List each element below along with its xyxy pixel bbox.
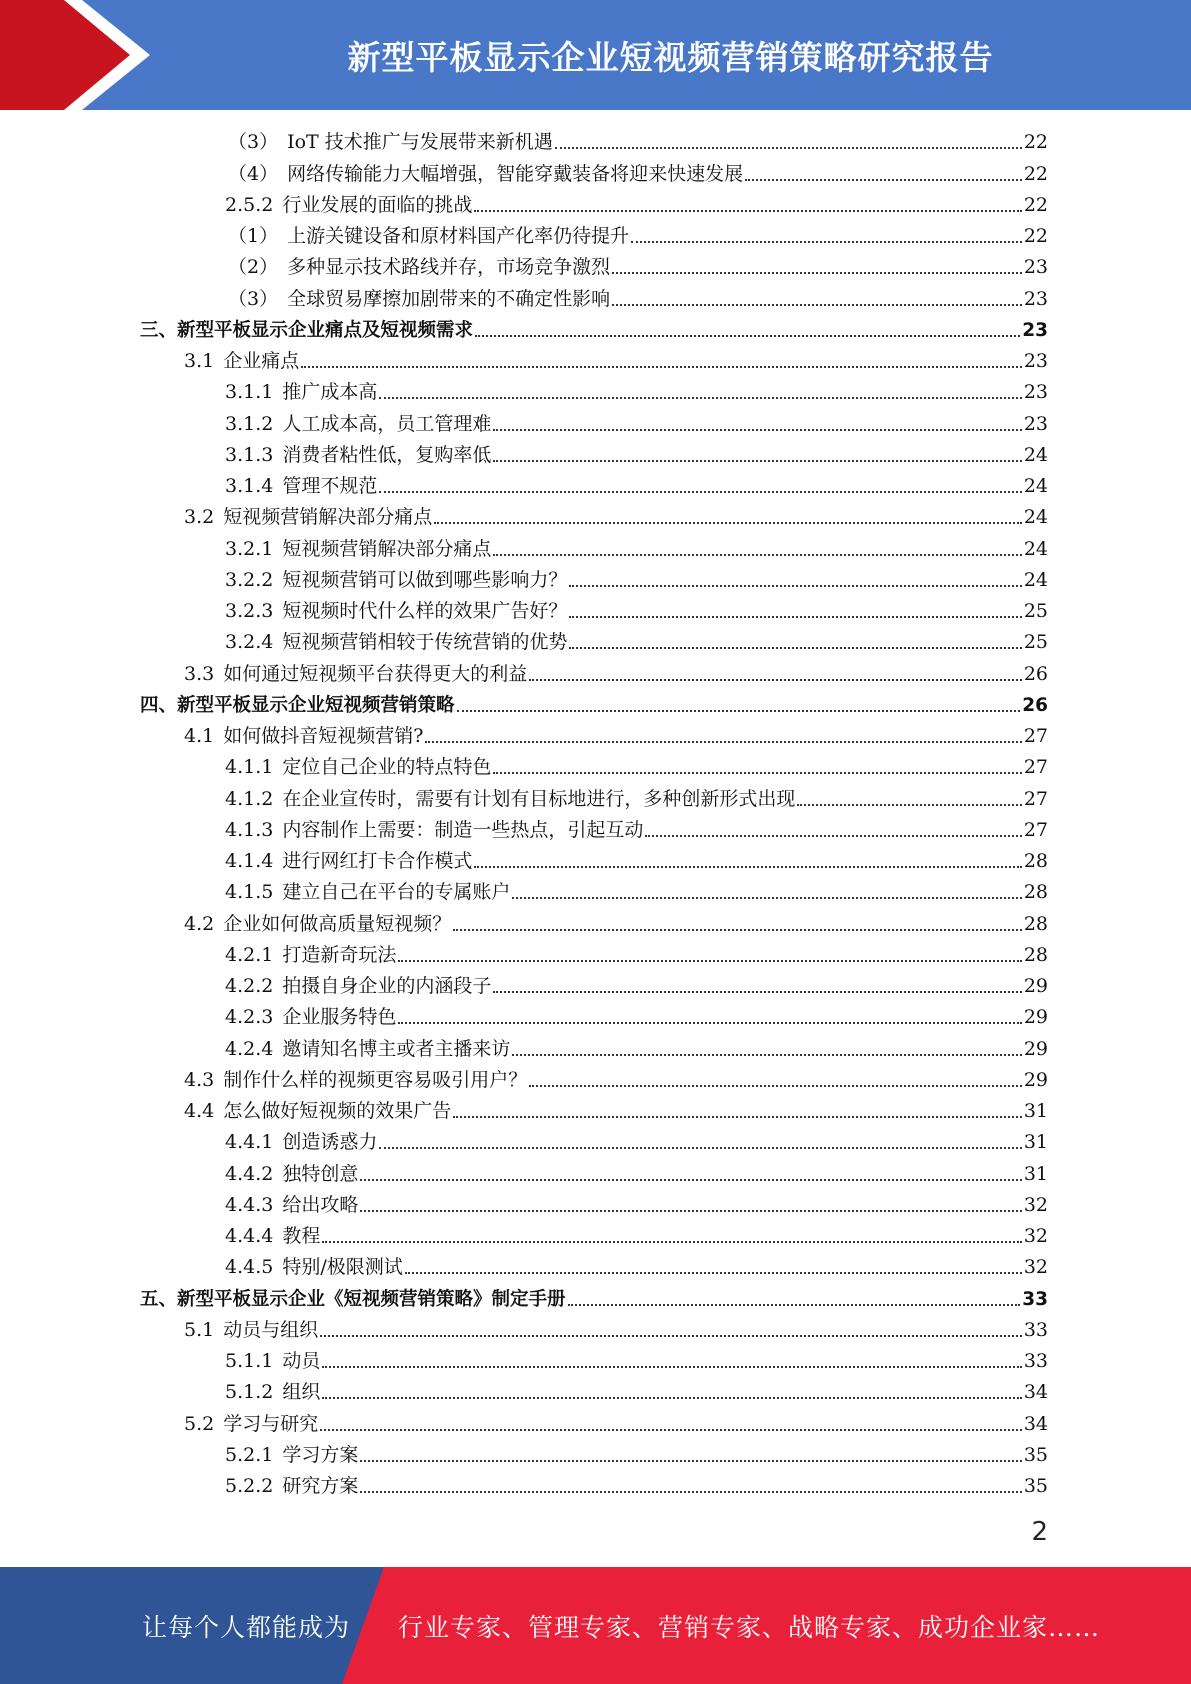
toc-entry-title: 怎么做好短视频的效果广告 [223,1100,452,1122]
report-title: 新型平板显示企业短视频营销策略研究报告 [347,37,994,77]
toc-entry-title: 消费者粘性低，复购率低 [282,443,492,466]
toc-entry-number: 4.4.4 [225,1225,274,1247]
toc-entry[interactable] [140,1283,1048,1314]
toc-entry[interactable] [140,1127,1048,1158]
toc-entry-page: 25 [1023,600,1048,622]
toc-entry[interactable] [140,783,1048,814]
toc-entry-page: 22 [1023,131,1048,154]
toc-entry-number: 4.4.1 [225,1131,274,1154]
toc-entry-number: 3.1.4 [225,475,274,497]
toc-entry-title: 组织 [282,1381,321,1404]
toc-entry-title: IoT 技术推广与发展带来新机遇 [287,131,553,154]
toc-entry[interactable] [140,627,1048,658]
toc-entry-title: 短视频营销相较于传统营销的优势 [282,631,568,654]
toc-entry-number: 4.2.3 [225,1006,274,1029]
toc-entry[interactable] [140,1096,1048,1127]
toc-leader-dots [379,1147,1021,1149]
chevron-arrow-icon [0,0,160,110]
toc-entry-number: 3.2.1 [225,537,274,560]
toc-entry-page: 31 [1023,1100,1048,1122]
toc-entry-number: 3.1.1 [225,381,274,404]
toc-entry-number: 5.2.2 [225,1475,274,1497]
toc-entry-number: 4.2.4 [225,1037,274,1060]
toc-leader-dots [360,1210,1021,1212]
toc-leader-dots [360,1179,1021,1181]
table-of-contents [140,127,1048,1502]
page-number: 2 [1031,1517,1048,1547]
toc-entry-title: 定位自己企业的特点特色 [282,756,492,779]
toc-entry-title: 如何通过短视频平台获得更大的利益 [223,662,528,685]
toc-entry-title: 管理不规范 [282,475,378,497]
toc-entry-page: 23 [1023,412,1048,435]
toc-leader-dots [512,897,1021,899]
toc-entry[interactable] [140,1065,1048,1096]
toc-leader-dots [493,460,1021,462]
toc-entry-number: 4.4.5 [225,1256,274,1279]
footer-slogan-right: 行业专家、管理专家、营销专家、战略专家、成功企业家…… [398,1612,1101,1642]
toc-entry-number: 4.1.2 [225,787,274,810]
toc-entry-title: 人工成本高，员工管理难 [282,412,492,435]
toc-entry-title: 短视频营销解决部分痛点 [223,506,433,529]
toc-entry-page: 23 [1023,256,1048,279]
toc-entry[interactable] [140,1346,1048,1377]
footer-slogan-left: 让每个人都能成为 [142,1612,351,1642]
toc-entry[interactable] [140,127,1048,158]
toc-entry-page: 23 [1023,287,1048,310]
toc-entry-number: 4.4.3 [225,1193,274,1216]
page-header [0,0,1191,110]
toc-entry-title: 动员与组织 [223,1318,319,1341]
toc-entry-title: 在企业宣传时，需要有计划有目标地进行，多种创新形式出现 [282,787,796,810]
toc-entry-number: 3.2.3 [225,600,274,622]
toc-entry-title: 企业服务特色 [282,1006,397,1029]
toc-entry-title: 网络传输能力大幅增强，智能穿戴装备将迎来快速发展 [287,162,744,185]
toc-entry[interactable] [140,408,1048,439]
toc-entry-page: 25 [1023,631,1048,654]
toc-entry[interactable] [140,158,1048,189]
toc-entry[interactable] [140,377,1048,408]
toc-entry-number: 4.1 [184,725,215,747]
toc-entry-page: 23 [1022,319,1048,341]
toc-entry-title: 学习方案 [282,1443,359,1466]
toc-entry-title: 特别/极限测试 [282,1256,403,1279]
toc-entry[interactable] [140,315,1048,346]
toc-entry-page: 35 [1023,1475,1048,1497]
toc-entry-page: 29 [1023,1037,1048,1060]
toc-entry[interactable] [140,1471,1048,1502]
toc-entry-page: 31 [1023,1162,1048,1185]
toc-entry-number: 5.1.2 [225,1381,274,1404]
toc-leader-dots [457,710,1021,712]
toc-entry-number: 4.4 [184,1100,215,1122]
toc-leader-dots [493,772,1021,774]
toc-entry-page: 26 [1022,694,1048,716]
toc-entry-number: （3） [228,131,279,154]
toc-entry-number: 4.1.4 [225,850,274,872]
toc-entry-number: 4.2 [184,912,215,935]
toc-entry-page: 27 [1023,818,1048,841]
toc-entry-number: 4.1.3 [225,818,274,841]
toc-entry-page: 23 [1023,350,1048,372]
toc-entry-title: 给出攻略 [282,1193,359,1216]
toc-entry[interactable] [140,1158,1048,1189]
toc-leader-dots [398,960,1021,962]
toc-entry[interactable] [140,346,1048,377]
toc-leader-dots [379,397,1021,399]
toc-leader-dots [405,1272,1022,1274]
toc-entry-title: 多种显示技术路线并存，市场竞争激烈 [287,256,611,279]
toc-entry-title: 独特创意 [282,1162,359,1185]
toc-leader-dots [301,366,1022,368]
toc-entry-title: 三、新型平板显示企业痛点及短视频需求 [140,319,474,341]
toc-entry-page: 33 [1022,1288,1048,1310]
toc-entry[interactable] [140,596,1048,627]
toc-entry-title: 短视频营销解决部分痛点 [282,537,492,560]
toc-entry-title: 五、新型平板显示企业《短视频营销策略》制定手册 [140,1288,566,1310]
toc-entry-title: 动员 [282,1350,321,1372]
toc-entry[interactable] [140,658,1048,689]
toc-leader-dots [612,304,1022,306]
toc-leader-dots [493,429,1021,431]
toc-leader-dots [569,647,1021,649]
toc-entry-page: 33 [1023,1350,1048,1372]
toc-entry-number: 3.1 [184,350,215,372]
toc-entry-title: 打造新奇玩法 [282,943,397,966]
toc-entry-page: 32 [1023,1256,1048,1279]
toc-entry-number: （2） [228,256,279,279]
toc-leader-dots [320,1335,1022,1337]
toc-entry-number: （4） [228,162,279,185]
toc-entry-title: 行业发展的面临的挑战 [282,193,473,216]
toc-leader-dots [453,929,1022,931]
toc-entry-number: 5.2.1 [225,1443,274,1466]
toc-leader-dots [453,1116,1022,1118]
toc-entry[interactable] [140,877,1048,908]
toc-entry-number: 3.1.3 [225,443,274,466]
toc-leader-dots [529,679,1022,681]
toc-entry[interactable] [140,721,1048,752]
toc-entry-title: 全球贸易摩擦加剧带来的不确定性影响 [287,287,611,310]
toc-leader-dots [555,147,1022,149]
toc-entry-title: 内容制作上需要：制造一些热点，引起互动 [282,818,644,841]
toc-leader-dots [493,554,1021,556]
toc-entry-page: 35 [1023,1443,1048,1466]
toc-entry-number: 3.2.2 [225,568,274,591]
toc-entry-number: 4.3 [184,1068,215,1091]
toc-entry[interactable] [140,1002,1048,1033]
toc-entry-title: 企业痛点 [223,350,300,372]
toc-leader-dots [322,1397,1021,1399]
toc-entry-page: 27 [1023,756,1048,779]
page-footer [0,1567,1191,1684]
toc-leader-dots [645,835,1021,837]
toc-entry[interactable] [140,940,1048,971]
toc-entry-title: 研究方案 [282,1475,359,1497]
toc-entry[interactable] [140,1315,1048,1346]
toc-entry-number: 4.4.2 [225,1162,274,1185]
toc-leader-dots [434,522,1022,524]
toc-entry[interactable] [140,252,1048,283]
toc-entry-page: 29 [1023,1006,1048,1029]
toc-leader-dots [320,1429,1022,1431]
toc-entry-title: 企业如何做高质量短视频？ [223,912,452,935]
toc-entry-page: 28 [1023,850,1048,872]
toc-entry-title: 教程 [282,1225,321,1247]
toc-entry-page: 27 [1023,787,1048,810]
toc-entry-number: 5.2 [184,1412,215,1435]
toc-entry[interactable] [140,221,1048,252]
toc-entry-title: 建立自己在平台的专属账户 [282,881,511,904]
toc-entry-number: 3.2 [184,506,215,529]
toc-entry[interactable] [140,502,1048,533]
toc-entry-number: 4.1.1 [225,756,274,779]
toc-entry[interactable] [140,1190,1048,1221]
toc-leader-dots [493,991,1021,993]
toc-entry[interactable] [140,752,1048,783]
toc-entry-number: （1） [228,225,279,247]
toc-entry-number: 2.5.2 [225,193,274,216]
toc-entry-title: 学习与研究 [223,1412,319,1435]
toc-entry-title: 进行网红打卡合作模式 [282,850,473,872]
toc-leader-dots [322,1366,1021,1368]
toc-entry-number: 4.1.5 [225,881,274,904]
toc-entry-title: 四、新型平板显示企业短视频营销策略 [140,694,455,716]
toc-entry[interactable] [140,1408,1048,1439]
toc-entry-page: 31 [1023,1131,1048,1154]
toc-leader-dots [569,616,1021,618]
toc-leader-dots [322,1241,1021,1243]
toc-leader-dots [512,1054,1021,1056]
toc-entry-page: 28 [1023,943,1048,966]
toc-leader-dots [745,179,1022,181]
toc-entry[interactable] [140,908,1048,939]
toc-leader-dots [360,1460,1021,1462]
toc-entry-title: 制作什么样的视频更容易吸引用户？ [223,1068,528,1091]
toc-leader-dots [797,804,1021,806]
toc-entry[interactable] [140,283,1048,314]
toc-leader-dots [474,866,1021,868]
toc-leader-dots [398,1022,1021,1024]
toc-entry-title: 拍摄自身企业的内涵段子 [282,975,492,997]
toc-entry-number: 5.1 [184,1318,215,1341]
toc-entry[interactable] [140,190,1048,221]
toc-entry-title: 创造诱惑力 [282,1131,378,1154]
toc-entry-page: 23 [1023,381,1048,404]
toc-entry-page: 28 [1023,912,1048,935]
toc-entry-title: 推广成本高 [282,381,378,404]
toc-entry-page: 34 [1023,1412,1048,1435]
toc-entry-number: 4.2.1 [225,943,274,966]
toc-entry-page: 24 [1023,475,1048,497]
toc-leader-dots [631,241,1022,243]
toc-entry[interactable] [140,1377,1048,1408]
toc-entry-number: 3.2.4 [225,631,274,654]
toc-entry-title: 邀请知名博主或者主播来访 [282,1037,511,1060]
toc-entry-page: 22 [1023,225,1048,247]
toc-entry-page: 24 [1023,537,1048,560]
toc-entry-page: 32 [1023,1193,1048,1216]
toc-entry[interactable] [140,971,1048,1002]
toc-entry[interactable] [140,846,1048,877]
toc-entry[interactable] [140,1440,1048,1471]
toc-leader-dots [569,585,1021,587]
toc-entry-page: 29 [1023,975,1048,997]
toc-leader-dots [529,1085,1022,1087]
toc-entry-page: 27 [1023,725,1048,747]
toc-leader-dots [379,491,1021,493]
toc-entry-page: 28 [1023,881,1048,904]
toc-entry[interactable] [140,471,1048,502]
toc-entry-page: 29 [1023,1068,1048,1091]
toc-entry-number: （3） [228,287,279,310]
toc-entry-page: 32 [1023,1225,1048,1247]
toc-entry-page: 22 [1023,193,1048,216]
toc-entry-page: 33 [1023,1318,1048,1341]
toc-entry[interactable] [140,1033,1048,1064]
toc-entry-number: 3.1.2 [225,412,274,435]
toc-entry[interactable] [140,565,1048,596]
toc-entry-title: 如何做抖音短视频营销? [223,725,424,747]
toc-entry-title: 短视频时代什么样的效果广告好？ [282,600,568,622]
toc-entry[interactable] [140,1252,1048,1283]
toc-entry[interactable] [140,533,1048,564]
toc-entry[interactable] [140,690,1048,721]
toc-entry-page: 24 [1023,568,1048,591]
toc-entry-page: 34 [1023,1381,1048,1404]
toc-leader-dots [360,1491,1021,1493]
toc-entry[interactable] [140,1221,1048,1252]
toc-leader-dots [568,1304,1021,1306]
toc-leader-dots [425,741,1021,743]
toc-entry-number: 5.1.1 [225,1350,274,1372]
toc-entry-page: 22 [1023,162,1048,185]
toc-entry-number: 3.3 [184,662,215,685]
toc-leader-dots [474,210,1021,212]
toc-leader-dots [612,272,1022,274]
toc-entry[interactable] [140,815,1048,846]
toc-entry-page: 24 [1023,443,1048,466]
toc-entry-title: 短视频营销可以做到哪些影响力？ [282,568,568,591]
toc-entry-page: 26 [1023,662,1048,685]
toc-entry-title: 上游关键设备和原材料国产化率仍待提升 [287,225,630,247]
toc-entry-page: 24 [1023,506,1048,529]
toc-entry-number: 4.2.2 [225,975,274,997]
toc-entry[interactable] [140,440,1048,471]
toc-leader-dots [475,335,1020,337]
